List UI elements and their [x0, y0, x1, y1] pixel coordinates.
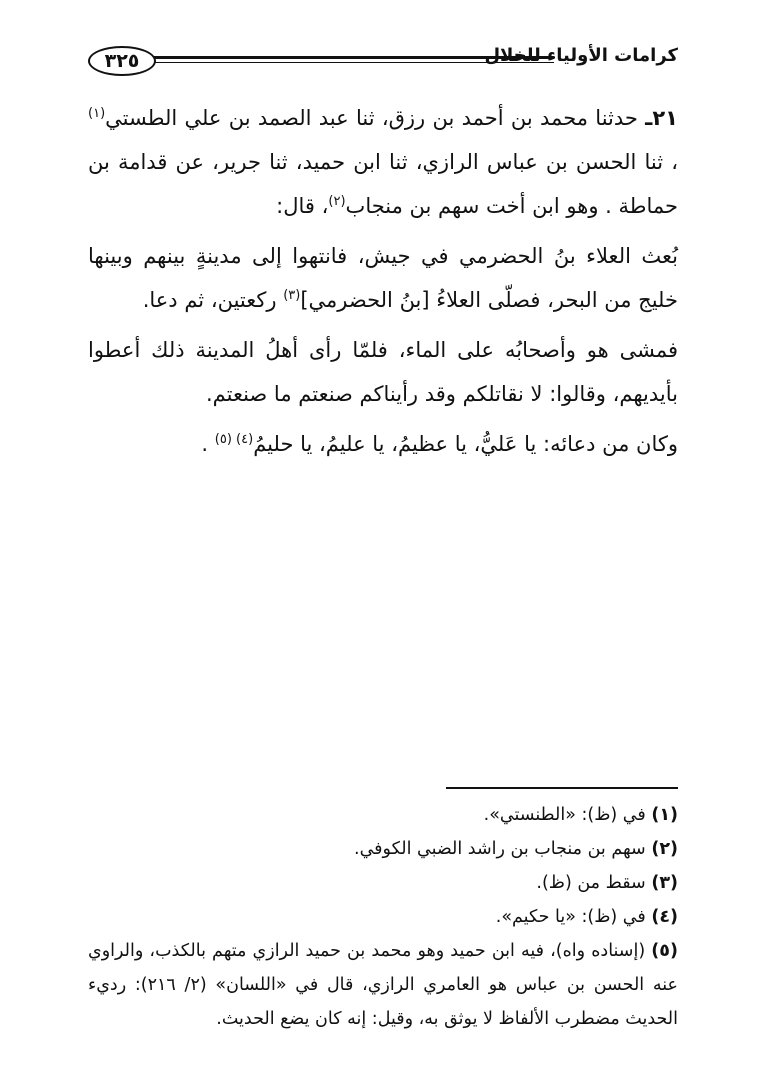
page-header — [88, 40, 678, 80]
footnote-item — [88, 934, 678, 1036]
footnote-item — [88, 900, 678, 934]
text-segment: ركعتين، ثم دعا. — [142, 288, 284, 312]
footnote-label: (٣) — [651, 873, 678, 893]
footnote-text: في (ظ): «الطنستي». — [483, 805, 646, 825]
footnote-item — [88, 798, 678, 832]
footnote-text: في (ظ): «يا حكيم». — [495, 907, 646, 927]
footnote-label: (٤) — [651, 907, 678, 927]
footnote-label: (٥) — [651, 941, 678, 961]
paragraph-story-1 — [88, 234, 678, 322]
footnote-item — [88, 866, 678, 900]
footnote-item — [88, 832, 678, 866]
page-number: ٣٢٥ — [88, 46, 156, 76]
footnote-text: سقط من (ظ). — [536, 873, 646, 893]
paragraph-story-2 — [88, 328, 678, 416]
running-title: كرامات الأولياء للخلال — [484, 45, 678, 66]
footnote-text: سهم بن منجاب بن راشد الضبي الكوفي. — [354, 839, 646, 859]
footnote-ref: (٤) — [236, 432, 254, 447]
paragraph-story-3 — [88, 422, 678, 466]
footnote-ref: (٢) — [328, 194, 346, 209]
text-segment: . — [201, 432, 215, 456]
footnote-label: (١) — [651, 805, 678, 825]
footnote-separator — [446, 787, 678, 789]
footnote-ref: (٣) — [283, 288, 301, 303]
text-segment: فمشى هو وأصحابُه على الماء، فلمّا رأى أهلُ المدينة ذلك أعطوا بأيديهم، وقالوا: لا نقاتلكم وقد رأيناكم صنعتم ما صنعتم. — [88, 338, 678, 406]
footnote-ref: (١) — [88, 106, 106, 121]
footnote-label: (٢) — [651, 839, 678, 859]
text-segment: بُعث العلاء بنُ الحضرمي في جيش، فانتهوا إلى مدينةٍ بينهم وبينها خليج من البحر، فصلّى العلاءُ [بنُ الحضرمي] — [88, 244, 678, 312]
footnotes — [88, 798, 678, 1036]
text-segment: ، قال: — [276, 194, 329, 218]
text-segment: ، ثنا الحسن بن عباس الرازي، ثنا ابن حميد، ثنا جرير، عن قدامة بن حماطة . وهو ابن أخت سهم بن منجاب — [88, 150, 678, 218]
hadith-number: ٢١ـ — [645, 106, 678, 130]
footnote-text: (إسناده واه)، فيه ابن حميد وهو محمد بن حميد الرازي متهم بالكذب، والراوي عنه الحسن بن عباس هو العامري الرازي، قال في «اللسان» (٢/ ٢١٦): رديء الحديث مضطرب الألفاظ لا يوثق به، وقيل: إنه كان يضع الحديث. — [88, 941, 678, 1029]
text-segment: وكان من دعائه: يا عَليُّ، يا عظيمُ، يا عليمُ، يا حليمُ — [253, 432, 678, 456]
paragraph-narration — [88, 96, 678, 228]
text-segment: حدثنا محمد بن أحمد بن رزق، ثنا عبد الصمد بن علي الطستي — [105, 106, 646, 130]
main-text — [88, 96, 678, 472]
footnote-ref: (٥) — [214, 432, 237, 447]
